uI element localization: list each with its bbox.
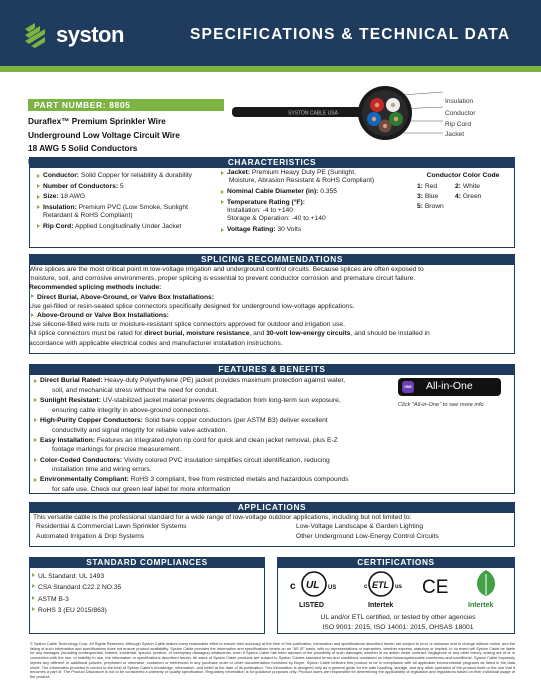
feature-direct-burial: Direct Burial Rated: Heavy-duty Polyethylene (PE) jacket provides maximum protection against water, soil, and mechanical stress without the need for conduit. bbox=[32, 376, 387, 396]
splicing-content bbox=[29, 265, 514, 348]
all-in-one-label: All-in-One bbox=[426, 380, 473, 393]
splicing-method-1-text: Use gel-filled or resin-sealed splice connectors specifically designed for underground low-voltage applications. bbox=[29, 302, 355, 310]
page-header bbox=[0, 0, 541, 66]
characteristics-middle bbox=[219, 169, 394, 236]
ul-listed-logo bbox=[290, 572, 336, 609]
char-temperature: Temperature Rating (°F): Installation: -4 to +140 Storage & Operation: -40 to +140 bbox=[219, 199, 394, 224]
ce-logo bbox=[422, 577, 448, 598]
svg-text:UL: UL bbox=[306, 580, 320, 591]
green-leaf-intertek-logo bbox=[468, 570, 495, 609]
applications-content bbox=[30, 513, 514, 541]
char-diameter: Nominal Cable Diameter (in): 0.355 bbox=[219, 188, 394, 196]
page-title: SPECIFICATIONS & TECHNICAL DATA bbox=[190, 26, 511, 43]
feature-copper: High-Purity Copper Conductors: Solid bare copper conductors (per ASTM B3) deliver excellent conductivity and signal integrity for reliable valve activation. bbox=[32, 416, 387, 436]
legal-disclaimer: © Syston Cable Technology Corp. All Rights Reserved. Although Syston Cable makes every reasonable effort to ensure their accuracy at the time of this publication, information and specifications described herein are subject to error or omission and to change without notice, and the listing of such information and specifications does not ensure product availability. Syston Cable provides the information and specifications herein on an "AS IS" basis, with no representations or warranties, whether express, statutory or implied. In no event will Syston Cable be liable for any damages (including consequential, indirect, incidental, special, punitive, or exemplary damages) whatsoever, even if Syston Cable has been advised of the possibility of such damages, whether in an action under contract, negligence or any other theory, arising out of or in connection with the use, or inability to use, the information or specifications described herein. All sales of Syston Cable products are subject to Syston 'Cables standard terms and conditions contained on https://www.systoncable.com/terms-and-conditions/. Syston Cable expressly rejects any different or additional policies, preprinted or otherwise, contained or referenced in any purchase order or other documentation furnished by Buyer. Syston Cable believes this product to be in compliance with all applicable environmental programs as listed in the data sheet. The information provided is correct to the best of Syston Cable's knowledge, information, and belief at the date of its publication. This information is designed only as a general guide for the safe handling, storage, and any other operation of the product itself or the one that it becomes a part of. The Product Disclosure is not to be considered a warranty or quality specification. Regulatory information is for guidance purposes only. Product users are responsible for determining the applicability of legislation and regulations based on their individual usage of the product. bbox=[30, 641, 515, 679]
splicing-final-2: accordance with applicable electrical codes and manufacturer installation instructions. bbox=[29, 339, 283, 347]
svg-text:Intertek: Intertek bbox=[468, 602, 494, 609]
color-code-item: 3: Blue bbox=[417, 193, 439, 201]
application-item: Other Underground Low-Energy Control Circuits bbox=[296, 532, 439, 540]
syston-logo bbox=[20, 18, 124, 52]
splicing-method-2-title: Above-Ground or Valve Box Installations: bbox=[29, 311, 514, 320]
color-code-title: Conductor Color Code bbox=[426, 172, 500, 179]
feature-sunlight: Sunlight Resistant: UV-stabilized jacket material prevents degradation from long-term sun exposure, ensuring cable integrity in above-ground connections. bbox=[32, 396, 387, 416]
syston-logo-icon bbox=[20, 18, 54, 52]
char-size: Size: 18 AWG bbox=[35, 193, 215, 201]
features-list bbox=[32, 376, 387, 495]
all-in-one-button[interactable] bbox=[398, 378, 501, 396]
characteristics-left bbox=[35, 172, 215, 233]
characteristics-header: CHARACTERISTICS bbox=[29, 157, 515, 168]
standards-header: STANDARD COMPLIANCES bbox=[29, 557, 265, 568]
part-number-value: 8805 bbox=[109, 100, 131, 110]
color-code-item: 1: Red bbox=[417, 183, 438, 191]
char-rip-cord: Rip Cord: Applied Longitudinally Under Jacket bbox=[35, 223, 215, 231]
color-code-item: 2: White bbox=[455, 183, 480, 191]
features-header: FEATURES & BENEFITS bbox=[29, 364, 515, 375]
svg-text:c: c bbox=[290, 581, 296, 592]
certification-line-1: UL and/or ETL certified, or tested by other agencies bbox=[320, 614, 476, 621]
certifications-header: CERTIFICATIONS bbox=[277, 557, 515, 568]
all-in-one-icon: ONE bbox=[402, 381, 414, 393]
all-in-one-note: Click "All-in-One" to see more info bbox=[398, 402, 484, 408]
cable-label-insulation: Insulation bbox=[445, 98, 474, 105]
splicing-method-2-text: Use silicone-filled wire nuts or moisture-resistant splice connectors approved for outdoor and irrigation use. bbox=[29, 321, 345, 329]
svg-text:CE: CE bbox=[422, 577, 449, 598]
color-code-item: 4: Green bbox=[455, 193, 482, 201]
certification-logos bbox=[288, 566, 514, 612]
splicing-methods-title: Recommended splicing methods include: bbox=[29, 284, 162, 292]
svg-text:c: c bbox=[364, 584, 368, 590]
standard-item: RoHS 3 (EU 2015/863) bbox=[30, 605, 260, 616]
char-voltage: Voltage Rating: 30 Volts bbox=[219, 226, 394, 234]
application-item: Residential & Commercial Lawn Sprinkler Systems bbox=[36, 523, 187, 531]
standard-item: UL Standard: UL 1493 bbox=[30, 571, 260, 582]
svg-text:ETL: ETL bbox=[372, 580, 389, 590]
feature-environmental: Environmentally Compliant: RoHS 3 compliant, free from restricted metals and hazardous compounds for safe use. Check our green leaf label for more information bbox=[32, 475, 387, 495]
cable-illustration bbox=[228, 83, 443, 147]
splicing-method-1-title: Direct Burial, Above-Ground, or Valve Box Installations: bbox=[29, 293, 514, 302]
svg-text:LISTED: LISTED bbox=[299, 602, 324, 609]
standard-item: ASTM B-3 bbox=[30, 594, 260, 605]
product-line-2: Underground Low Voltage Circuit Wire bbox=[28, 129, 180, 140]
standards-list bbox=[30, 571, 260, 617]
svg-text:us: us bbox=[395, 584, 403, 590]
feature-easy-install: Easy Installation: Features an integrated nylon rip cord for quick and clean jacket removal, plus E-Z footage markings for precise measurement. bbox=[32, 436, 387, 456]
cable-print: SYSTON CABLE USA bbox=[288, 110, 338, 117]
header-accent-bar bbox=[0, 66, 541, 72]
svg-text:US: US bbox=[328, 585, 337, 591]
certification-line-2: ISO 9001: 2015, ISO 14001: 2015, OHSAS 18001 bbox=[322, 624, 474, 631]
applications-intro: This versatile cable is the professional standard for a wide range of low-voltage outdoor applications, including but not limited to: bbox=[33, 514, 412, 521]
application-item: Low-Voltage Landscape & Garden Lighting bbox=[296, 523, 424, 531]
splicing-final-1: All splice connectors must be rated for direct burial, moisture resistance, and 30-volt low-energy circuits, and should be installed in bbox=[29, 330, 430, 338]
product-line-3: 18 AWG 5 Solid Conductors bbox=[28, 143, 138, 154]
splicing-header: SPLICING RECOMMENDATIONS bbox=[29, 254, 515, 265]
cable-label-jacket: Jacket bbox=[445, 131, 465, 138]
applications-header: APPLICATIONS bbox=[29, 502, 515, 513]
char-insulation: Insulation: Premium PVC (Low Smoke, Sunlight Retardant & RoHS Compliant) bbox=[35, 204, 215, 221]
part-number-label: PART NUMBER: bbox=[34, 100, 107, 110]
product-line-1: Duraflex™ Premium Sprinkler Wire bbox=[28, 116, 166, 126]
certifications-text bbox=[280, 613, 516, 633]
etl-intertek-logo bbox=[364, 572, 403, 609]
standard-item: CSA Standard C22.2 NO.35 bbox=[30, 582, 260, 593]
char-jacket: Jacket: Premium Heavy Duty PE (Sunlight, Moisture, Abrasion Resistant & RoHS Compliant) bbox=[219, 169, 394, 186]
char-conductor: Conductor: Solid Copper for reliability & durability bbox=[35, 172, 215, 180]
application-item: Automated Irrigation & Drip Systems bbox=[36, 532, 145, 540]
feature-color-coded: Color-Coded Conductors: Vividly colored PVC insulation simplifies circuit identification, reducing installation time and wiring errors. bbox=[32, 456, 387, 476]
cable-label-rip-cord: Rip Cord bbox=[445, 121, 472, 128]
splicing-intro-1: Wire splices are the most critical point in low-voltage irrigation and underground control circuits. Because splices are often exposed to bbox=[29, 266, 424, 273]
part-number-bar bbox=[28, 99, 224, 111]
logo-text: syston bbox=[56, 22, 124, 48]
char-number-of-conductors: Number of Conductors: 5 bbox=[35, 183, 215, 191]
conductor-color-code bbox=[413, 172, 513, 212]
color-code-item: 5: Brown bbox=[417, 203, 444, 211]
splicing-intro-2: moisture, soil, and corrosive environments, proper splicing is essential to prevent conductor corrosion and premature circuit failure. bbox=[29, 275, 416, 283]
cable-label-conductor: Conductor bbox=[445, 110, 476, 117]
svg-text:Intertek: Intertek bbox=[368, 602, 394, 609]
